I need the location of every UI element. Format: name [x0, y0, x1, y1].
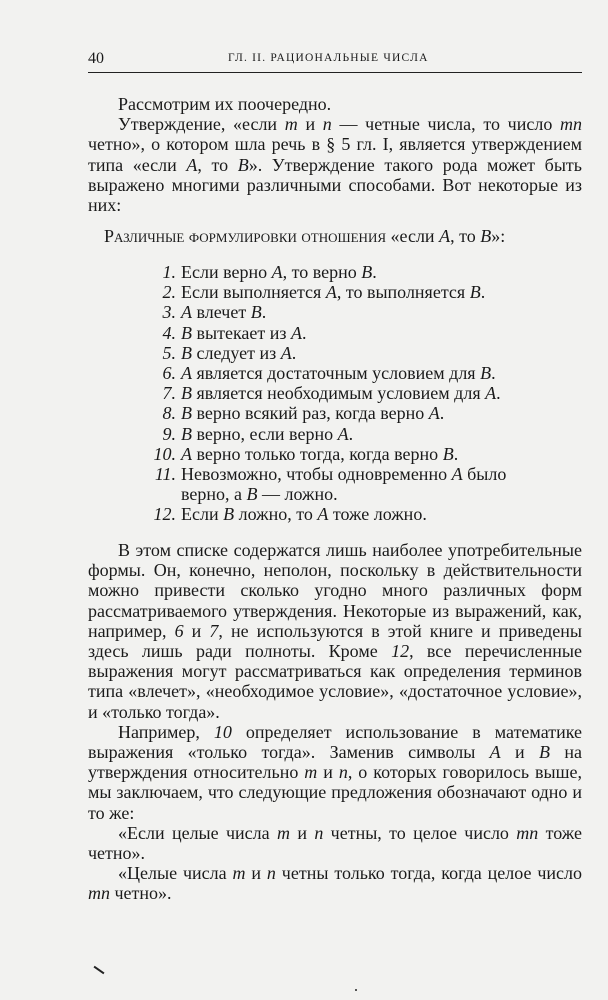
- list-item: 4. B вытекает из A.: [162, 322, 307, 343]
- list-item: 9. B верно, если верно A.: [162, 423, 354, 444]
- list-item: 1. Если верно A, то верно B.: [162, 262, 377, 282]
- list-item: 3. A влечет B.: [162, 302, 267, 323]
- list-item: 10. A верно только тогда, когда верно B.: [153, 443, 459, 464]
- running-head: ГЛ. II. РАЦИОНАЛЬНЫЕ ЧИСЛА: [228, 52, 429, 64]
- paragraph-3: В этом списке содержатся лишь наиболее употребительные формы. Он, конечно, неполон, поскольку в действительности можно привести сколько угодно много различных форм рассматриваемого утверждения. Некоторые из выражений, как, например, 6 и 7, не используются в этой книге и приведены здесь лишь ради полноты. Кроме 12, все перечисленные выражения могут рассматриваться как определения терминов типа «влечет», «необходимое условие», «достаточное условие», и «только тогда».: [88, 540, 583, 722]
- list-item: 12. Если B ложно, то A тоже ложно.: [153, 504, 427, 525]
- formulation-list: [140, 262, 590, 525]
- paragraph-4: Например, 10 определяет использование в математике выражения «только тогда». Заменив символы A и B на утверждения относительно m и n, о которых говорилось выше, мы заключаем, что следующие предложения обозначают одно и то же:: [88, 721, 583, 823]
- paragraph-5: «Если целые числа m и n четны, то целое число mn тоже четно».: [88, 822, 582, 864]
- page-header: [88, 50, 582, 73]
- scan-dot: [355, 989, 357, 991]
- list-caption: Различные формулировки отношения «если A, то B»:: [104, 226, 506, 246]
- list-item: 7. B является необходимым условием для A.: [162, 383, 501, 404]
- list-item: 8. B верно всякий раз, когда верно A.: [162, 403, 445, 424]
- list-item: 11. Невозможно, чтобы одновременно A было верно, а B — ложно.: [154, 464, 507, 505]
- paragraph-1: Рассмотрим их поочередно.: [118, 94, 332, 114]
- page-number: 40: [88, 50, 104, 67]
- list-item: 6. A является достаточным условием для B.: [162, 363, 496, 384]
- scan-mark: [94, 966, 105, 975]
- paragraph-2: Утверждение, «если m и n — четные числа, то число mn четно», о котором шла речь в § 5 гл. I, является утверждением типа «если A, то B». Утверждение такого рода может быть выражено многими различными способами. Вот некоторые из них:: [88, 114, 583, 216]
- paragraph-6: «Целые числа m и n четны только тогда, когда целое число mn четно».: [88, 863, 582, 904]
- list-item: 2. Если выполняется A, то выполняется B.: [162, 282, 486, 303]
- intro-text: [88, 94, 582, 215]
- body-text: [88, 540, 582, 904]
- list-item: 5. B следует из A.: [162, 342, 297, 363]
